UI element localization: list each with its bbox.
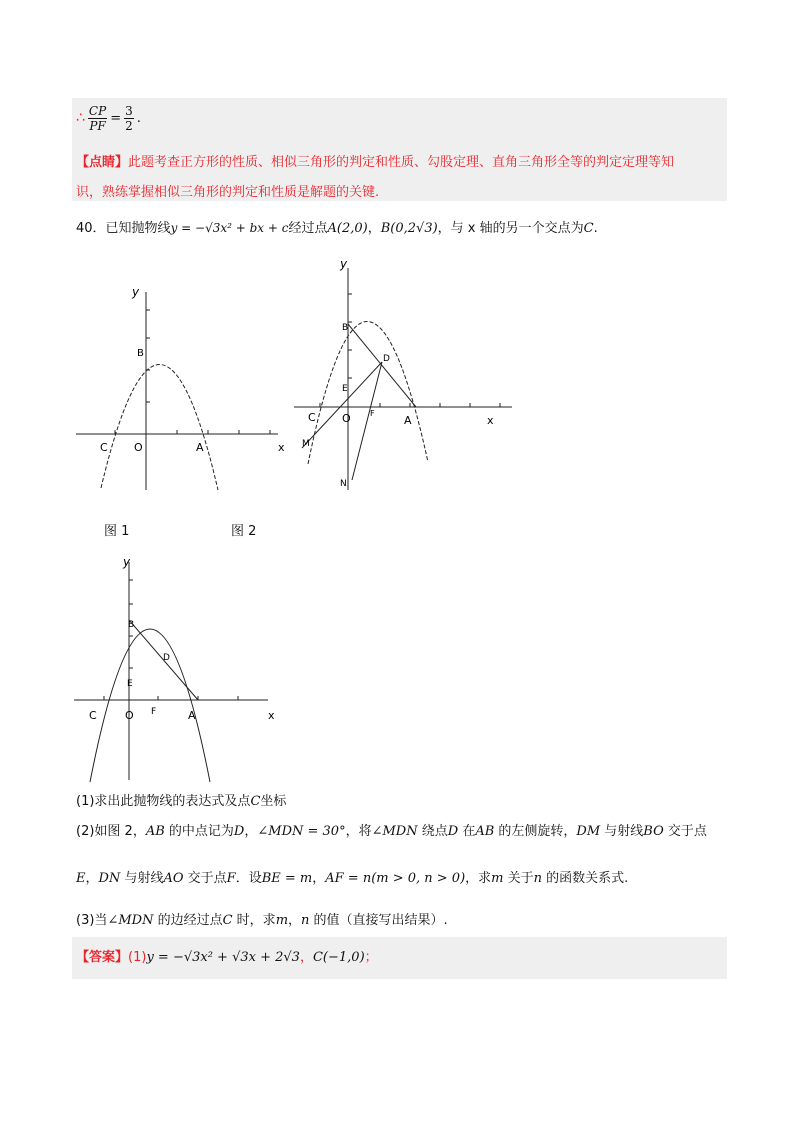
answer-equation: y = −√3x² + √3x + 2√3 [146,950,300,965]
equals-sign: = [110,110,122,126]
review-tag: 【点睛】 [76,155,129,170]
review-line-1: 【点睛】此题考查正方形的性质、相似三角形的判定和性质、勾股定理、直角三角形全等的判定定理等知 [76,155,675,170]
answer-tag: 【答案】 [76,950,129,965]
fig2-caption: 图 2 [231,524,257,539]
figure-1 [70,280,295,495]
fig3-a-label: A [188,709,196,722]
fig2-ray-dm [302,362,382,448]
fig1-x-label: x [278,441,285,454]
fig1-ticks [115,310,270,434]
fig3-b-label: B [128,620,135,630]
point-b: B(0,2√3) [380,221,438,236]
fig2-b-label: B [342,323,349,333]
fig1-parabola [101,364,218,490]
therefore-symbol: ∴ [76,110,85,126]
fig3-e-label: E [127,679,133,689]
problem-number: 40． [76,221,106,236]
fig3-f-label: F [151,707,157,717]
fig2-m-label: M [302,439,310,449]
fig2-d-label: D [383,354,390,364]
fig2-y-label: y [340,257,348,271]
fraction-3-2: $\frac{3}{2}$ [125,103,133,133]
fig2-ray-dn [352,362,382,480]
conclusion-line: ∴ $\frac{CP}{PF}$ = $\frac{3}{2}$ . [76,103,141,133]
fig2-x-label: x [487,414,494,427]
point-c: C [583,221,594,236]
question-1: (1)求出此抛物线的表达式及点C坐标 [76,794,287,809]
fig2-parabola [308,321,428,464]
figure-3 [68,550,288,785]
fig1-a-label: A [196,441,204,454]
question-2: (2)如图 2，AB 的中点记为D，∠MDN = 30°，将∠MDN 绕点D 在AB 的左侧旋转，DM 与射线BO 交于点 [76,824,707,839]
fig3-c-label: C [89,709,97,722]
fig2-segment-ab [348,324,416,407]
answer-point-c: C(−1,0) [312,950,365,965]
answer-line: 【答案】(1)y = −√3x² + √3x + 2√3，C(−1,0)； [76,950,378,965]
question-3: (3)当∠MDN 的边经过点C 时，求m，n 的值（直接写出结果）. [76,913,448,928]
fig2-c-label: C [308,411,316,424]
fig1-o-label: O [134,441,143,454]
fig2-e-label: E [342,384,348,394]
fig3-y-label: y [123,555,131,569]
review-paragraph [76,148,724,208]
question-2-line-2: E，DN 与射线AO 交于点F．设BE = m，AF = n(m > 0, n > 0)，求m 关于n 的函数关系式. [76,871,629,886]
fig3-parabola [90,629,210,782]
figure-2 [290,250,520,495]
fig3-d-label: D [163,653,170,663]
fig2-n-label: N [340,479,347,489]
parabola-equation: y = −√3x² + bx + c [170,221,289,235]
fig2-a-label: A [404,414,412,427]
fig3-o-label: O [125,709,134,722]
review-line-2: 识，熟练掌握相似三角形的判定和性质是解题的关键. [76,185,380,200]
fraction-cp-pf: $\frac{CP}{PF}$ [88,103,107,133]
fig1-c-label: C [100,441,108,454]
fig2-f-label: F [370,409,375,418]
problem-statement: 40．已知抛物线y = −√3x² + bx + c经过点A(2,0)，B(0,2√3)，与 x 轴的另一个交点为C. [76,221,598,236]
fig2-o-label: O [342,412,351,425]
fig3-x-label: x [268,709,275,722]
point-a: A(2,0) [327,221,368,236]
fig1-b-label: B [137,348,144,359]
fig1-caption: 图 1 [104,524,130,539]
fig1-y-label: y [132,285,140,299]
fig3-ticks [104,580,238,700]
